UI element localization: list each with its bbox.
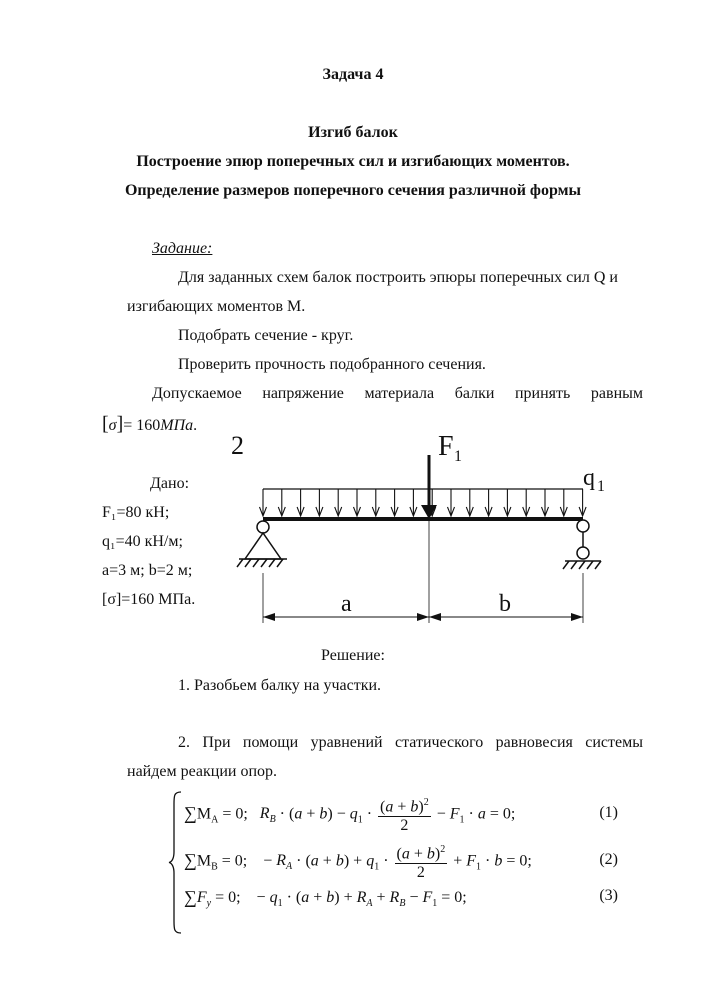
dimension-b-label: b	[499, 591, 511, 617]
assignment-label: Задание:	[152, 240, 213, 257]
word: уравнений	[310, 734, 383, 751]
assignment-p4-line1	[152, 385, 643, 403]
equation-2: $\sum M_B = 0$; − $R_A \cdot (a + b) + q_1$ · $\frac{(a + b)^2}{2}$ + $F_1 \cdot b = 0$;	[184, 841, 532, 882]
solution-step2-line1	[178, 734, 643, 752]
load-label-sub: 1	[597, 478, 605, 495]
force-label: F	[438, 431, 454, 462]
word: системы	[585, 734, 643, 751]
assignment-p2: Подобрать сечение - круг.	[178, 327, 354, 344]
section-title: Изгиб балок	[308, 124, 398, 141]
sigma-unit: МПа	[160, 417, 194, 434]
equation-number-1: (1)	[599, 804, 618, 821]
given-ab: a=3 м; b=2 м;	[102, 562, 193, 579]
equation-3: $\sum F_y = 0$; − $q_1 \cdot (a + b) + R_A + R_B - F_1 = 0$;	[184, 887, 467, 910]
sum-label: M	[196, 805, 212, 823]
assignment-p1-line1: Для заданных схем балок построить эпюры поперечных сил Q и	[178, 269, 618, 286]
solution-label: Решение:	[321, 647, 385, 664]
assignment-p3: Проверить прочность подобранного сечения.	[178, 356, 486, 373]
force-arrowhead	[421, 505, 437, 519]
solution-step1: 1. Разобьем балку на участки.	[178, 677, 382, 694]
dim-arrow	[571, 613, 583, 621]
distributed-load-arrows	[260, 489, 587, 516]
word: равным	[590, 385, 643, 402]
word: материала	[364, 385, 435, 402]
left-pinned-support	[237, 521, 287, 567]
sigma-value: = 160	[123, 417, 161, 434]
equation-1: $\sum M_A = 0$; $R_B \cdot (a + b) - q_1$ · $\frac{(a + b)^2}{2}$ − $F_1 \cdot a = 0$;	[184, 794, 515, 835]
equation-number-2: (2)	[599, 851, 618, 868]
dim-arrow	[429, 613, 441, 621]
right-roller-support	[563, 520, 601, 569]
word: равновесия	[495, 734, 573, 751]
scheme-number: 2	[231, 431, 244, 460]
sum-label: M	[196, 852, 212, 870]
beam-diagram	[225, 425, 625, 635]
force-label-sub: 1	[454, 448, 462, 465]
word: 2.	[178, 734, 190, 751]
word: напряжение	[262, 385, 344, 402]
dimension-a-label: a	[341, 591, 352, 617]
dim-arrow	[263, 613, 275, 621]
load-label: q	[583, 465, 595, 491]
sum-symbol: ∑	[184, 887, 197, 907]
word: принять	[514, 385, 571, 402]
given-q1: q₁=40 кН/м;	[102, 533, 183, 550]
equation-number-3: (3)	[599, 887, 618, 904]
sum-sub: A	[211, 814, 219, 826]
word: Допускаемое	[152, 385, 242, 402]
bracket-close: ]	[116, 413, 124, 435]
sum-sub: B	[211, 861, 218, 873]
given-sigma: [σ]=160 МПа.	[102, 591, 196, 608]
subtitle-2: Определение размеров поперечного сечения различной формы	[124, 182, 582, 199]
sigma-symbol: σ	[108, 417, 117, 434]
task-title: Задача 4	[322, 66, 384, 83]
sum-symbol: ∑	[184, 803, 197, 824]
word: балки	[454, 385, 495, 402]
given-label: Дано:	[150, 475, 190, 492]
given-F1: F₁=80 кН;	[102, 504, 170, 521]
sum-label: F	[196, 889, 207, 906]
dim-arrow	[417, 613, 429, 621]
bracket-open: [	[102, 413, 109, 435]
word: статического	[394, 734, 484, 751]
sum-symbol: ∑	[184, 850, 197, 871]
assignment-p1-line2: изгибающих моментов M.	[127, 298, 306, 315]
word: При	[202, 734, 231, 751]
sigma-formula: [σ]= 160МПа.	[102, 413, 198, 435]
word: помощи	[242, 734, 299, 751]
solution-step2-line2: найдем реакции опор.	[127, 763, 278, 780]
sum-sub: y	[206, 898, 212, 910]
system-brace	[168, 790, 184, 935]
subtitle-1: Построение эпюр поперечных сил и изгибающих моментов.	[136, 153, 570, 170]
